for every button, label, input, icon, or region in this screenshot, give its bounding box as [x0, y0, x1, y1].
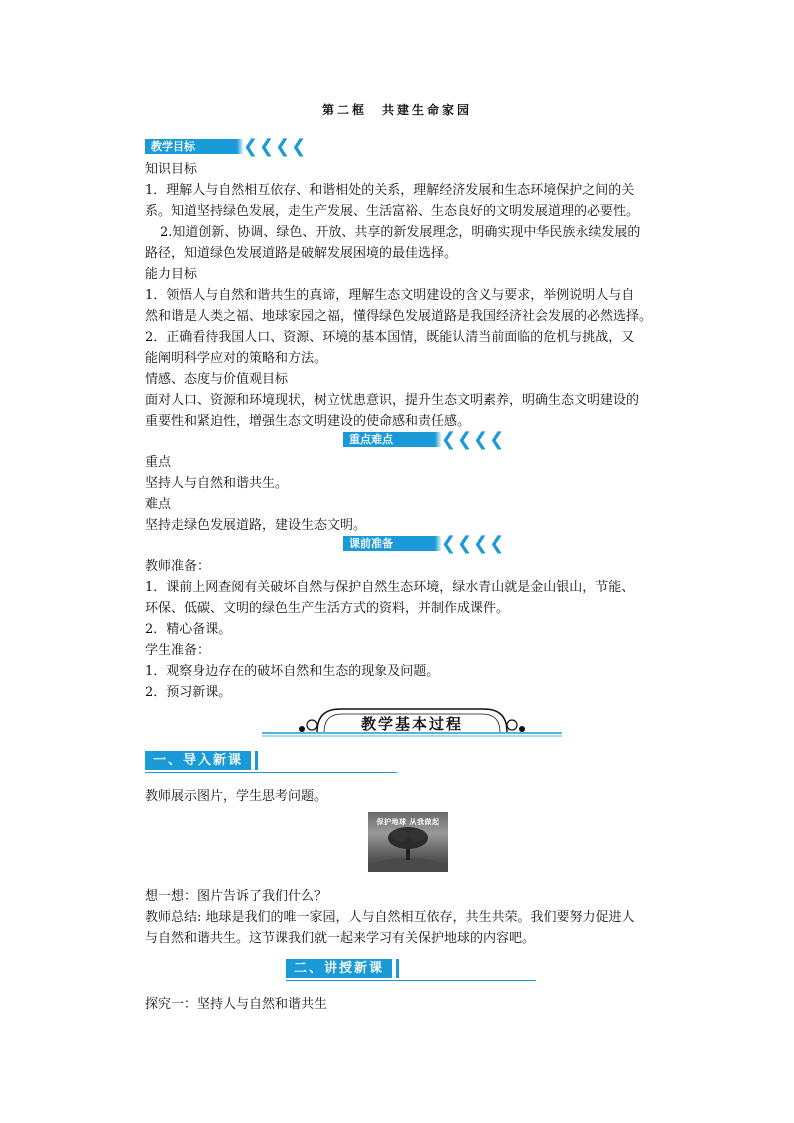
section-heading-intro	[145, 751, 397, 770]
knowledge-heading: 知识目标	[145, 162, 198, 177]
banner-label: 课前准备	[343, 536, 435, 551]
chevrons-icon: ❮❮❮❮	[243, 136, 308, 157]
paragraph-line: 2．正确看待我国人口、资源、环境的基本国情，既能认清当前面临的危机与挑战，又	[145, 330, 635, 345]
paragraph-line: 1．课前上网查阅有关破坏自然与保护自然生态环境，绿水青山就是金山银山，节能、	[145, 580, 635, 595]
ability-heading: 能力目标	[145, 267, 198, 282]
paragraph-line: 路径，知道绿色发展道路是破解发展困境的最佳选择。	[145, 246, 458, 261]
paragraph-line: 探究一：坚持人与自然和谐共生	[145, 997, 328, 1012]
process-banner-label: 教学基本过程	[360, 715, 463, 733]
section-heading-teaching	[286, 959, 536, 978]
paragraph-line: 与自然和谐共生。这节课我们就一起来学习有关保护地球的内容吧。	[145, 931, 536, 946]
paragraph-line: 坚持人与自然和谐共生。	[145, 476, 289, 491]
banner-preparation	[343, 533, 506, 554]
chevrons-icon: ❮❮❮❮	[441, 533, 506, 554]
banner-label: 重点难点	[343, 432, 435, 447]
earth-tree-image	[368, 812, 448, 872]
page-title: 第二框 共建生命家园	[321, 103, 472, 117]
paragraph-line: 教师总结: 地球是我们的唯一家园，人与自然相互依存，共生共荣。我们要努力促进人	[145, 910, 635, 925]
banner-key-points	[343, 429, 506, 450]
section-label: 二、讲授新课	[286, 959, 392, 978]
paragraph-line: 2．预习新课。	[145, 685, 232, 700]
paragraph-line: 面对人口、资源和环境现状，树立忧患意识，提升生态文明素养，明确生态文明建设的	[145, 393, 640, 408]
paragraph-line: 环保、低碳、文明的绿色生产生活方式的资料，并制作成课件。	[145, 601, 510, 616]
teacher-prep-heading: 教师准备：	[145, 559, 211, 574]
student-prep-heading: 学生准备：	[145, 643, 211, 658]
paragraph-line: 能阐明科学应对的策略和方法。	[145, 351, 328, 366]
difficulty-heading: 难点	[145, 497, 172, 512]
chevrons-icon: ❮❮❮❮	[441, 429, 506, 450]
paragraph-line: 教师展示图片，学生思考问题。	[145, 789, 328, 804]
image-caption: 保护地球 从我做起	[376, 818, 440, 826]
emotion-heading: 情感、态度与价值观目标	[145, 372, 289, 387]
paragraph-line: 坚持走绿色发展道路，建设生态文明。	[145, 518, 367, 533]
paragraph-line: 1．领悟人与自然和谐共生的真谛，理解生态文明建设的含义与要求，举例说明人与自	[145, 288, 635, 303]
paragraph-line: 2．精心备课。	[145, 622, 232, 637]
banner-label: 教学目标	[145, 139, 237, 154]
paragraph-line: 重要性和紧迫性，增强生态文明建设的使命感和责任感。	[145, 414, 471, 429]
section-label: 一、导入新课	[145, 751, 251, 770]
paragraph-line: 2.知道创新、协调、绿色、开放、共享的新发展理念，明确实现中华民族永续发展的	[160, 225, 641, 240]
paragraph-line: 想一想：图片告诉了我们什么？	[145, 889, 328, 904]
paragraph-line: 系。知道坚持绿色发展，走生产发展、生活富裕、生态良好的文明发展道理的必要性。	[145, 204, 640, 219]
paragraph-line: 然和谐是人类之福、地球家园之福，懂得绿色发展道路是我国经济社会发展的必然选择。	[145, 309, 653, 324]
paragraph-line: 1．理解人与自然相互依存、和谐相处的关系，理解经济发展和生态环境保护之间的关	[145, 183, 635, 198]
paragraph-line: 1．观察身边存在的破坏自然和生态的现象及问题。	[145, 664, 440, 679]
banner-teaching-goals	[145, 136, 308, 157]
key-heading: 重点	[145, 455, 172, 470]
